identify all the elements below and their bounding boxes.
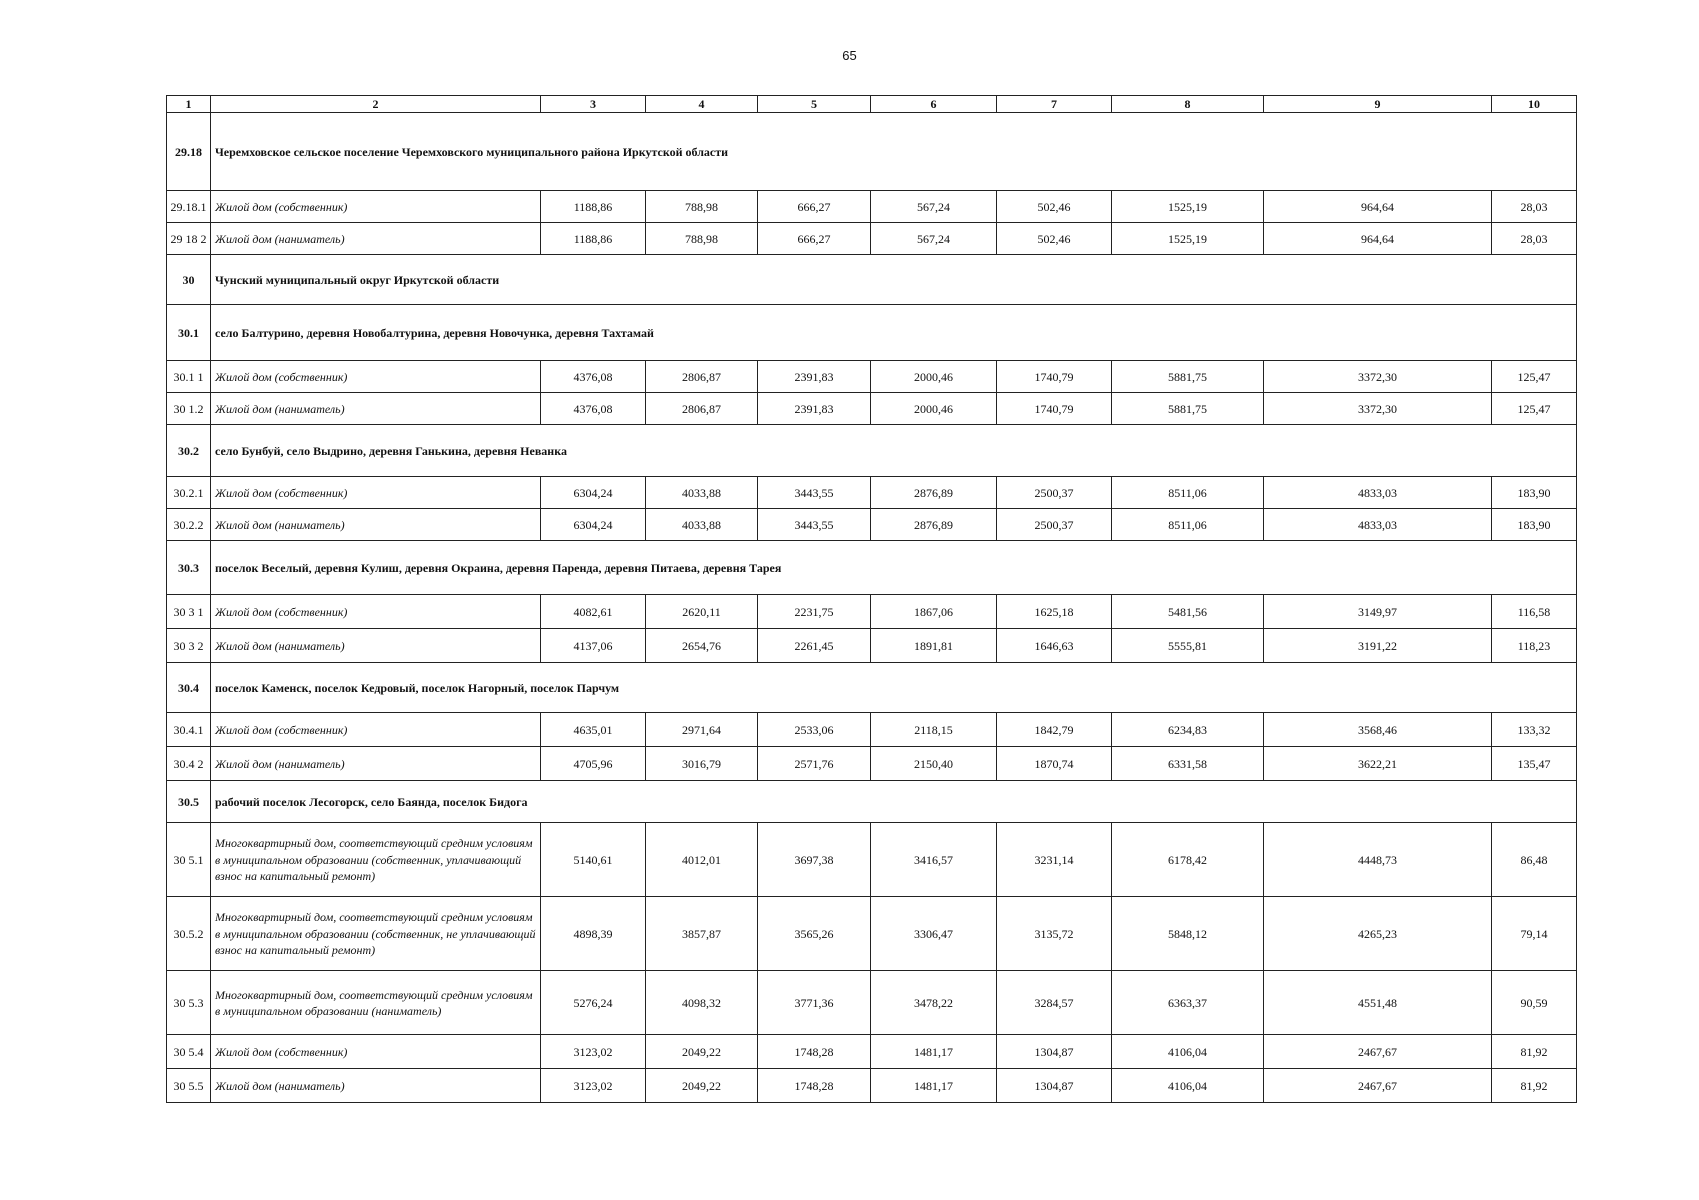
value-cell: 3016,79 [646, 747, 758, 781]
value-cell: 2049,22 [646, 1069, 758, 1103]
row-code: 30.4.1 [167, 713, 211, 747]
row-code: 30.5.2 [167, 897, 211, 971]
value-cell: 1748,28 [758, 1069, 871, 1103]
section-row [167, 541, 1577, 595]
value-cell: 118,23 [1492, 629, 1577, 663]
value-cell: 116,58 [1492, 595, 1577, 629]
value-cell: 2500,37 [997, 477, 1112, 509]
table-row [167, 971, 1577, 1035]
value-cell: 3443,55 [758, 509, 871, 541]
value-cell: 3857,87 [646, 897, 758, 971]
row-code: 30 5.3 [167, 971, 211, 1035]
column-header: 2 [211, 96, 541, 113]
value-cell: 183,90 [1492, 509, 1577, 541]
row-code: 30.2 [167, 425, 211, 477]
value-cell: 86,48 [1492, 823, 1577, 897]
table-body [167, 96, 1577, 1103]
value-cell: 2391,83 [758, 393, 871, 425]
value-cell: 90,59 [1492, 971, 1577, 1035]
value-cell: 2261,45 [758, 629, 871, 663]
value-cell: 4098,32 [646, 971, 758, 1035]
value-cell: 81,92 [1492, 1035, 1577, 1069]
value-cell: 2049,22 [646, 1035, 758, 1069]
column-header: 3 [541, 96, 646, 113]
section-title: Черемховское сельское поселение Черемховского муниципального района Иркутской области [211, 113, 1577, 191]
value-cell: 135,47 [1492, 747, 1577, 781]
value-cell: 5848,12 [1112, 897, 1264, 971]
value-cell: 3568,46 [1264, 713, 1492, 747]
row-code: 30 5.1 [167, 823, 211, 897]
housing-type: Жилой дом (собственник) [211, 191, 541, 223]
column-header: 7 [997, 96, 1112, 113]
value-cell: 567,24 [871, 191, 997, 223]
value-cell: 5140,61 [541, 823, 646, 897]
row-code: 29.18 [167, 113, 211, 191]
value-cell: 8511,06 [1112, 509, 1264, 541]
value-cell: 4376,08 [541, 393, 646, 425]
row-code: 30 [167, 255, 211, 305]
section-title: поселок Каменск, поселок Кедровый, поселок Нагорный, поселок Парчум [211, 663, 1577, 713]
value-cell: 125,47 [1492, 361, 1577, 393]
value-cell: 3622,21 [1264, 747, 1492, 781]
value-cell: 125,47 [1492, 393, 1577, 425]
value-cell: 3443,55 [758, 477, 871, 509]
value-cell: 3284,57 [997, 971, 1112, 1035]
column-header: 10 [1492, 96, 1577, 113]
table-row [167, 223, 1577, 255]
value-cell: 3149,97 [1264, 595, 1492, 629]
value-cell: 964,64 [1264, 223, 1492, 255]
value-cell: 2150,40 [871, 747, 997, 781]
value-cell: 2620,11 [646, 595, 758, 629]
section-title: Чунский муниципальный округ Иркутской области [211, 255, 1577, 305]
section-row [167, 781, 1577, 823]
value-cell: 3191,22 [1264, 629, 1492, 663]
housing-type: Многоквартирный дом, соответствующий средним условиям в муниципальном образовании (собственник, уплачивающий взнос на капитальный ремонт) [211, 823, 541, 897]
value-cell: 6178,42 [1112, 823, 1264, 897]
value-cell: 502,46 [997, 191, 1112, 223]
row-code: 30 5.5 [167, 1069, 211, 1103]
housing-type: Жилой дом (собственник) [211, 361, 541, 393]
section-row [167, 425, 1577, 477]
value-cell: 2231,75 [758, 595, 871, 629]
table-row [167, 629, 1577, 663]
value-cell: 3372,30 [1264, 393, 1492, 425]
table-row [167, 823, 1577, 897]
value-cell: 2654,76 [646, 629, 758, 663]
section-row [167, 255, 1577, 305]
table-row [167, 361, 1577, 393]
housing-type: Жилой дом (наниматель) [211, 509, 541, 541]
housing-type: Жилой дом (наниматель) [211, 223, 541, 255]
value-cell: 1481,17 [871, 1069, 997, 1103]
housing-type: Жилой дом (наниматель) [211, 747, 541, 781]
value-cell: 4106,04 [1112, 1069, 1264, 1103]
table-row [167, 747, 1577, 781]
value-cell: 1870,74 [997, 747, 1112, 781]
value-cell: 2876,89 [871, 477, 997, 509]
value-cell: 81,92 [1492, 1069, 1577, 1103]
section-title: рабочий поселок Лесогорск, село Баянда, поселок Бидога [211, 781, 1577, 823]
value-cell: 788,98 [646, 191, 758, 223]
value-cell: 2533,06 [758, 713, 871, 747]
housing-type: Жилой дом (наниматель) [211, 393, 541, 425]
value-cell: 1304,87 [997, 1035, 1112, 1069]
value-cell: 4898,39 [541, 897, 646, 971]
value-cell: 2806,87 [646, 393, 758, 425]
row-code: 29.18.1 [167, 191, 211, 223]
value-cell: 1481,17 [871, 1035, 997, 1069]
value-cell: 3416,57 [871, 823, 997, 897]
row-code: 30 1.2 [167, 393, 211, 425]
section-title: село Бунбуй, село Выдрино, деревня Ганькина, деревня Неванка [211, 425, 1577, 477]
value-cell: 5276,24 [541, 971, 646, 1035]
value-cell: 3478,22 [871, 971, 997, 1035]
value-cell: 3771,36 [758, 971, 871, 1035]
value-cell: 3565,26 [758, 897, 871, 971]
value-cell: 4106,04 [1112, 1035, 1264, 1069]
value-cell: 3123,02 [541, 1069, 646, 1103]
value-cell: 1188,86 [541, 191, 646, 223]
value-cell: 133,32 [1492, 713, 1577, 747]
value-cell: 2391,83 [758, 361, 871, 393]
value-cell: 1740,79 [997, 361, 1112, 393]
column-header: 1 [167, 96, 211, 113]
value-cell: 4635,01 [541, 713, 646, 747]
value-cell: 4833,03 [1264, 477, 1492, 509]
value-cell: 788,98 [646, 223, 758, 255]
table-row [167, 509, 1577, 541]
value-cell: 2571,76 [758, 747, 871, 781]
value-cell: 2971,64 [646, 713, 758, 747]
value-cell: 4265,23 [1264, 897, 1492, 971]
row-code: 30 3 2 [167, 629, 211, 663]
value-cell: 964,64 [1264, 191, 1492, 223]
housing-type: Жилой дом (наниматель) [211, 629, 541, 663]
value-cell: 6304,24 [541, 509, 646, 541]
table-row [167, 713, 1577, 747]
value-cell: 4448,73 [1264, 823, 1492, 897]
value-cell: 79,14 [1492, 897, 1577, 971]
table-row [167, 595, 1577, 629]
housing-type: Жилой дом (наниматель) [211, 1069, 541, 1103]
column-header: 6 [871, 96, 997, 113]
section-title: поселок Веселый, деревня Кулиш, деревня Окраина, деревня Паренда, деревня Питаева, деревня Тарея [211, 541, 1577, 595]
value-cell: 5555,81 [1112, 629, 1264, 663]
column-header: 9 [1264, 96, 1492, 113]
column-header: 5 [758, 96, 871, 113]
page-number: 65 [842, 48, 857, 63]
table-row [167, 191, 1577, 223]
value-cell: 2467,67 [1264, 1069, 1492, 1103]
row-code: 30.1 1 [167, 361, 211, 393]
section-row [167, 663, 1577, 713]
value-cell: 8511,06 [1112, 477, 1264, 509]
value-cell: 28,03 [1492, 223, 1577, 255]
tariff-table [166, 95, 1577, 1103]
value-cell: 2118,15 [871, 713, 997, 747]
value-cell: 502,46 [997, 223, 1112, 255]
value-cell: 1867,06 [871, 595, 997, 629]
value-cell: 5881,75 [1112, 361, 1264, 393]
housing-type: Многоквартирный дом, соответствующий средним условиям в муниципальном образовании (наниматель) [211, 971, 541, 1035]
value-cell: 1891,81 [871, 629, 997, 663]
value-cell: 1646,63 [997, 629, 1112, 663]
value-cell: 28,03 [1492, 191, 1577, 223]
value-cell: 2467,67 [1264, 1035, 1492, 1069]
value-cell: 666,27 [758, 223, 871, 255]
table-row [167, 393, 1577, 425]
value-cell: 6363,37 [1112, 971, 1264, 1035]
section-row [167, 305, 1577, 361]
value-cell: 2000,46 [871, 393, 997, 425]
row-code: 29 18 2 [167, 223, 211, 255]
row-code: 30 3 1 [167, 595, 211, 629]
column-header: 4 [646, 96, 758, 113]
value-cell: 1525,19 [1112, 191, 1264, 223]
value-cell: 1625,18 [997, 595, 1112, 629]
value-cell: 6234,83 [1112, 713, 1264, 747]
value-cell: 1748,28 [758, 1035, 871, 1069]
housing-type: Жилой дом (собственник) [211, 595, 541, 629]
row-code: 30.2.1 [167, 477, 211, 509]
value-cell: 3231,14 [997, 823, 1112, 897]
value-cell: 4033,88 [646, 477, 758, 509]
value-cell: 3135,72 [997, 897, 1112, 971]
value-cell: 1842,79 [997, 713, 1112, 747]
section-title: село Балтурино, деревня Новобалтурина, деревня Новочунка, деревня Тахтамай [211, 305, 1577, 361]
value-cell: 4012,01 [646, 823, 758, 897]
housing-type: Жилой дом (собственник) [211, 1035, 541, 1069]
value-cell: 2000,46 [871, 361, 997, 393]
section-row [167, 113, 1577, 191]
row-code: 30.5 [167, 781, 211, 823]
value-cell: 4833,03 [1264, 509, 1492, 541]
column-header: 8 [1112, 96, 1264, 113]
value-cell: 2806,87 [646, 361, 758, 393]
row-code: 30.2.2 [167, 509, 211, 541]
row-code: 30.3 [167, 541, 211, 595]
value-cell: 183,90 [1492, 477, 1577, 509]
value-cell: 4033,88 [646, 509, 758, 541]
housing-type: Жилой дом (собственник) [211, 713, 541, 747]
table-row [167, 897, 1577, 971]
value-cell: 1188,86 [541, 223, 646, 255]
value-cell: 3306,47 [871, 897, 997, 971]
row-code: 30.1 [167, 305, 211, 361]
value-cell: 567,24 [871, 223, 997, 255]
table-row [167, 477, 1577, 509]
value-cell: 5881,75 [1112, 393, 1264, 425]
value-cell: 3372,30 [1264, 361, 1492, 393]
value-cell: 1304,87 [997, 1069, 1112, 1103]
value-cell: 4082,61 [541, 595, 646, 629]
value-cell: 4551,48 [1264, 971, 1492, 1035]
housing-type: Жилой дом (собственник) [211, 477, 541, 509]
value-cell: 3697,38 [758, 823, 871, 897]
value-cell: 3123,02 [541, 1035, 646, 1069]
value-cell: 6331,58 [1112, 747, 1264, 781]
column-header-row [167, 96, 1577, 113]
table-row [167, 1069, 1577, 1103]
value-cell: 1525,19 [1112, 223, 1264, 255]
value-cell: 4705,96 [541, 747, 646, 781]
value-cell: 666,27 [758, 191, 871, 223]
row-code: 30 5.4 [167, 1035, 211, 1069]
table-row [167, 1035, 1577, 1069]
value-cell: 2500,37 [997, 509, 1112, 541]
row-code: 30.4 [167, 663, 211, 713]
value-cell: 1740,79 [997, 393, 1112, 425]
value-cell: 6304,24 [541, 477, 646, 509]
value-cell: 4137,06 [541, 629, 646, 663]
row-code: 30.4 2 [167, 747, 211, 781]
value-cell: 5481,56 [1112, 595, 1264, 629]
value-cell: 4376,08 [541, 361, 646, 393]
housing-type: Многоквартирный дом, соответствующий средним условиям в муниципальном образовании (собственник, не уплачивающий взнос на капитальный ремонт) [211, 897, 541, 971]
value-cell: 2876,89 [871, 509, 997, 541]
